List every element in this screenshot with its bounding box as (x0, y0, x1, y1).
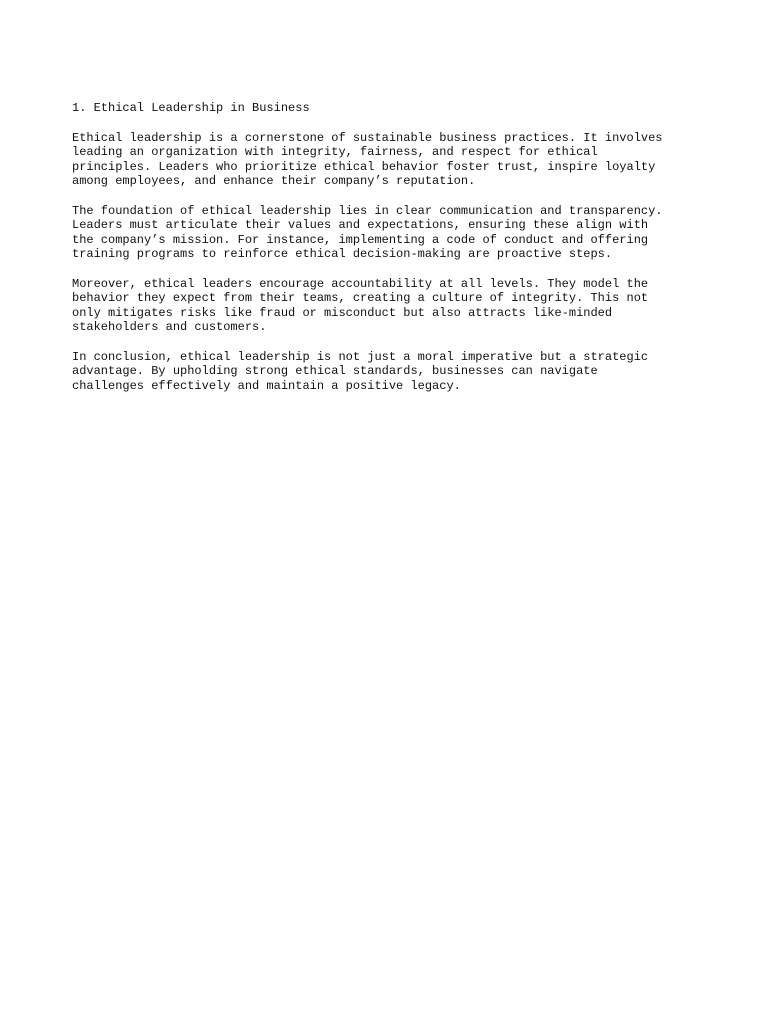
text-line: The foundation of ethical leadership lies in clear communication and transparency. (72, 203, 663, 218)
text-line: principles. Leaders who prioritize ethical behavior foster trust, inspire loyalty (72, 159, 656, 174)
text-line: Moreover, ethical leaders encourage accountability at all levels. They model the (72, 276, 649, 291)
text-line: stakeholders and customers. (72, 320, 267, 335)
text-line: In conclusion, ethical leadership is not just a moral imperative but a strategic (72, 349, 649, 364)
text-line: Leaders must articulate their values and expectations, ensuring these align with (72, 218, 649, 233)
text-line: challenges effectively and maintain a positive legacy. (72, 378, 461, 393)
section-heading: 1. Ethical Leadership in Business (72, 101, 310, 115)
text-line: leading an organization with integrity, fairness, and respect for ethical (72, 145, 598, 160)
paragraph-conclusion (72, 350, 712, 394)
paragraph-introduction (72, 131, 712, 189)
document-page (72, 101, 712, 408)
paragraph-accountability (72, 277, 712, 335)
paragraph-foundation (72, 204, 712, 262)
text-line: among employees, and enhance their company’s reputation. (72, 174, 476, 189)
text-line: only mitigates risks like fraud or misconduct but also attracts like-minded (72, 305, 613, 320)
text-line: training programs to reinforce ethical decision-making are proactive steps. (72, 247, 613, 262)
text-line: Ethical leadership is a cornerstone of sustainable business practices. It involves (72, 130, 663, 145)
text-line: advantage. By upholding strong ethical standards, businesses can navigate (72, 364, 598, 379)
text-line: behavior they expect from their teams, creating a culture of integrity. This not (72, 291, 649, 306)
text-line: the company’s mission. For instance, implementing a code of conduct and offering (72, 232, 649, 247)
